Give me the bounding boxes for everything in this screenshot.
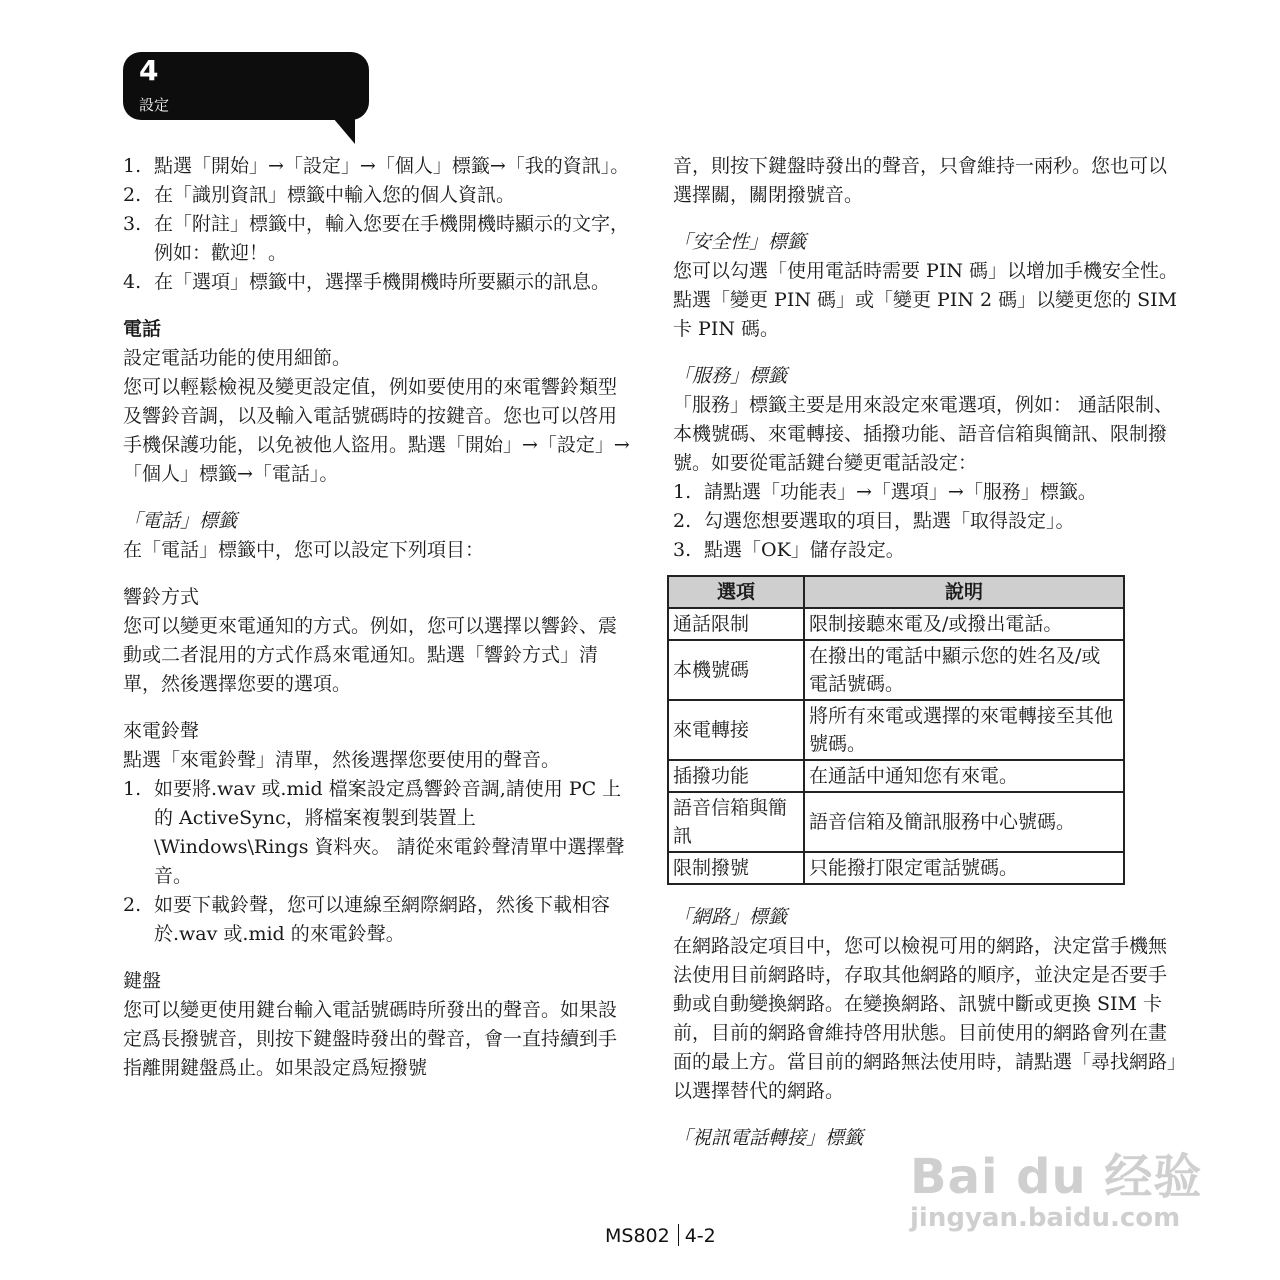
list-item: 1. 請點選「功能表」→「選項」→「服務」標籤。 [673,481,1097,503]
ring-type-heading: 響鈴方式 [123,586,200,608]
security-body: 您可以勾選「使用電話時需要 PIN 碼」以增加手機安全性。 點選「變更 PIN 碼」或「變更 PIN 2 碼」以變更您的 SIM 卡 PIN 碼。 [673,260,1178,340]
services-body: 「服務」標籤主要是用來設定來電選項，例如： 通話限制、本機號碼、來電轉接、插撥功能、語音信箱與簡訊、限制撥號。如要從電話鍵台變更電話設定： [673,394,1174,474]
chapter-title: 設定 [139,96,170,114]
list-item: 2. 如要下載鈴聲，您可以連線至網際網路，然後下載相容於.wav 或.mid 的來電鈴聲。 [123,894,611,945]
table-cell: 只能撥打限定電話號碼。 [804,852,1124,884]
list-item: 3. 點選「OK」儲存設定。 [673,539,905,561]
table-cell: 將所有來電或選擇的來電轉接至其他號碼。 [804,700,1124,760]
table-row [668,640,1124,700]
footer-model: MS802 [605,1225,670,1247]
baidu-watermark [910,1138,1210,1233]
page-number: 4-2 [684,1225,716,1247]
list-item: 2. 在「識別資訊」標籤中輸入您的個人資訊。 [123,184,516,206]
phone-tab-title: 「電話」標籤 [123,510,238,532]
list-item: 1. 如要將.wav 或.mid 檔案設定爲響鈴音調,請使用 PC 上的 ActiveSync，將檔案複製到裝置上 \Windows\Rings 資料夾。 請從來電鈴聲清單中選擇聲音。 [123,778,625,887]
table-cell: 來電轉接 [668,700,804,760]
network-tab-title: 「網路」標籤 [673,906,788,928]
list-item: 1. 點選「開始」→「設定」→「個人」標籤→「我的資訊」。 [123,155,630,177]
section-heading-phone: 電話 [123,318,162,340]
keypad-body-cont: 音，則按下鍵盤時發出的聲音，只會維持一兩秒。您也可以選擇關，關閉撥號音。 [673,155,1168,206]
table-header-row [668,576,1124,608]
services-tab-title: 「服務」標籤 [673,365,788,387]
footer-divider [678,1224,679,1246]
table-row [668,700,1124,760]
right-column [673,152,1183,1153]
video-call-tab-title: 「視訊電話轉接」標籤 [673,1127,864,1149]
services-options-table [667,575,1125,885]
chapter-badge [123,52,369,120]
keypad-heading: 鍵盤 [123,970,162,992]
chapter-number: 4 [139,54,159,87]
table-cell: 限制接聽來電及/或撥出電話。 [804,608,1124,640]
left-column [123,152,631,1083]
phone-intro: 設定電話功能的使用細節。 [123,347,352,369]
keypad-body: 您可以變更使用鍵台輸入電話號碼時所發出的聲音。如果設定爲長撥號音，則按下鍵盤時發出的聲音，會一直持續到手指離開鍵盤爲止。如果設定爲短撥號 [123,999,618,1079]
ring-type-body: 您可以變更來電通知的方式。例如，您可以選擇以響鈴、震動或二者混用的方式作爲來電通知。點選「響鈴方式」清單，然後選擇您要的選項。 [123,615,618,695]
table-cell: 插撥功能 [668,760,804,792]
table-row [668,608,1124,640]
list-item: 2. 勾選您想要選取的項目，點選「取得設定」。 [673,510,1075,532]
table-cell: 語音信箱及簡訊服務中心號碼。 [804,792,1124,852]
watermark-logo: Bai du 经验 [910,1149,1203,1205]
table-cell: 在通話中通知您有來電。 [804,760,1124,792]
ringtone-heading: 來電鈴聲 [123,720,200,742]
table-header: 選項 [668,576,804,608]
table-row [668,760,1124,792]
phone-body: 您可以輕鬆檢視及變更設定值，例如要使用的來電響鈴類型及響鈴音調，以及輸入電話號碼時的按鍵音。您也可以啓用手機保護功能，以免被他人盜用。點選「開始」→「設定」→「個人」標籤→「電話」。 [123,376,630,485]
watermark-url: jingyan.baidu.com [910,1203,1181,1233]
table-cell: 本機號碼 [668,640,804,700]
table-cell: 通話限制 [668,608,804,640]
phone-tab-body: 在「電話」標籤中，您可以設定下列項目： [123,539,485,561]
network-body: 在網路設定項目中，您可以檢視可用的網路，決定當手機無法使用目前網路時，存取其他網路的順序，並決定是否要手動或自動變換網路。在變換網路、訊號中斷或更換 SIM 卡前，目前的網路會維持啓用狀態。目前使用的網路會列在畫面的最上方。當目前的網路無法使用時，請點選「尋找網路」以選擇替代的網路。 [673,935,1177,1102]
table-cell: 限制撥號 [668,852,804,884]
table-row [668,852,1124,884]
page-footer [605,1224,716,1247]
list-item: 4. 在「選項」標籤中，選擇手機開機時所要顯示的訊息。 [123,271,611,293]
table-header: 說明 [804,576,1124,608]
table-cell: 語音信箱與簡訊 [668,792,804,852]
security-tab-title: 「安全性」標籤 [673,231,807,253]
table-cell: 在撥出的電話中顯示您的姓名及/或電話號碼。 [804,640,1124,700]
list-item: 3. 在「附註」標籤中，輸入您要在手機開機時顯示的文字，例如：歡迎！。 [123,213,630,264]
table-row [668,792,1124,852]
ringtone-body: 點選「來電鈴聲」清單，然後選擇您要使用的聲音。 [123,749,561,771]
